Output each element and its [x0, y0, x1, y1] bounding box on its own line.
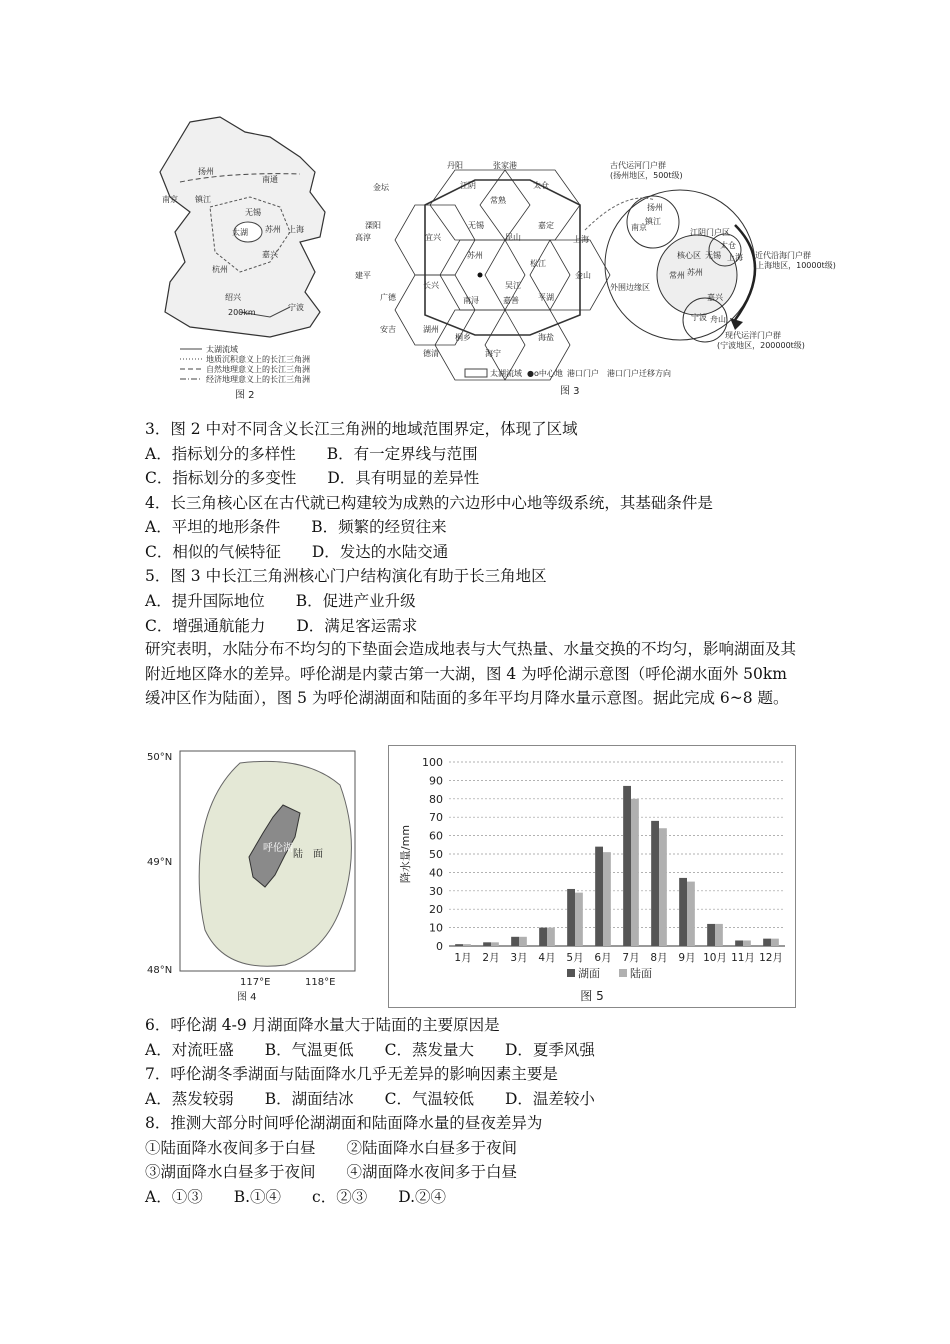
fig3-legend-1: ●o中心地: [527, 369, 563, 378]
q8-options: A．①③ B.①④ c．②③ D.②④: [145, 1188, 446, 1206]
hex-node-14: 松江: [530, 259, 546, 268]
x-tick-label: 1月: [454, 952, 472, 964]
hex-node-15: 长兴: [423, 281, 439, 290]
bar-陆面: [687, 882, 695, 946]
fig2-legend-0: 太湖流域: [206, 345, 238, 354]
q8-statements-12: ①陆面降水夜间多于白昼 ②陆面降水白昼多于夜间: [145, 1139, 518, 1157]
q3-options-ab: A．指标划分的多样性 B．有一定界线与范围: [145, 445, 478, 463]
fig4-lat-49: 49°N: [147, 857, 173, 868]
bar-湖面: [763, 939, 771, 946]
fig4-lon-118: 118°E: [305, 977, 336, 988]
fig2-city-yangzhou: 扬州: [198, 167, 214, 176]
fig3-legend-0: 太湖流域: [490, 369, 522, 378]
x-tick-label: 3月: [510, 952, 528, 964]
bar-陆面: [771, 939, 779, 946]
hex-node-27: 海宁: [485, 349, 501, 358]
bar-陆面: [547, 928, 555, 946]
hex-node-23: 桐乡: [455, 333, 471, 342]
x-tick-label: 12月: [759, 952, 783, 964]
bar-陆面: [603, 852, 611, 946]
bar-湖面: [455, 944, 463, 946]
y-tick-label: 30: [429, 884, 443, 898]
fig3-ann-8: (宁波地区，200000t级): [717, 341, 805, 350]
x-tick-label: 5月: [566, 952, 584, 964]
hex-node-1: 张家港: [493, 161, 517, 170]
bar-湖面: [511, 937, 519, 946]
bar-陆面: [743, 940, 751, 946]
hex-node-8: 嘉定: [538, 221, 554, 230]
intro-paragraph: 研究表明，水陆分布不均匀的下垫面会造成地表与大气热量、水量交换的不均匀，影响湖面及其附近地区降水的差异。呼伦湖是内蒙古第一大湖，图 4 为呼伦湖示意图（呼伦湖水面外 50km 缓冲区作为陆面），图 5 为呼伦湖湖面和陆面的多年平均月降水量示意图。据此完成 6~8 题。: [145, 640, 797, 707]
hex-node-2: 金坛: [373, 183, 389, 192]
y-tick-label: 90: [429, 774, 443, 788]
fig3-ann-12: 常州: [669, 271, 685, 280]
hex-node-5: 太仓: [533, 181, 549, 190]
y-tick-label: 100: [422, 756, 443, 769]
fig2-city-suzhou: 苏州: [265, 225, 281, 234]
bar-陆面: [519, 937, 527, 946]
fig3-legend-2: 港口门户: [567, 369, 599, 378]
fig3-ann-16: 上海: [727, 253, 743, 262]
fig2-city-taihu: 太湖: [232, 228, 248, 237]
fig3-ann-5: 近代沿海门户群: [755, 251, 811, 260]
fig3-caption: 图 3: [560, 386, 580, 397]
fig2-caption: 图 2: [235, 390, 255, 401]
bar-湖面: [483, 942, 491, 946]
q6-options: A．对流旺盛 B．气温更低 C．蒸发量大 D．夏季风强: [145, 1041, 595, 1059]
question-7: 7．呼伦湖冬季湖面与陆面降水几乎无差异的影响因素主要是: [145, 1065, 558, 1083]
x-tick-label: 10月: [703, 952, 727, 964]
fig3-ann-6: (上海地区，10000t级): [753, 261, 836, 270]
question-5: 5．图 3 中长江三角洲核心门户结构演化有助于长三角地区: [145, 567, 547, 585]
bar-陆面: [631, 799, 639, 946]
hex-node-11: 昆山: [505, 233, 521, 242]
figure-2-svg: [150, 112, 355, 402]
hex-node-0: 丹阳: [447, 161, 463, 170]
fig3-ann-10: 镇江: [645, 217, 661, 226]
bar-湖面: [679, 878, 687, 946]
fig2-city-hangzhou: 杭州: [212, 265, 228, 274]
fig3-ann-17: 宁波: [691, 313, 707, 322]
hex-node-17: 金山: [575, 271, 591, 280]
hex-node-26: 德清: [423, 349, 439, 358]
fig3-ann-13: 无锡: [705, 251, 721, 260]
fig4-lat-48: 48°N: [147, 965, 173, 976]
bar-湖面: [567, 889, 575, 946]
bar-陆面: [715, 924, 723, 946]
fig4-caption: 图 4: [237, 992, 257, 1003]
bar-陆面: [491, 942, 499, 946]
x-tick-label: 8月: [650, 952, 668, 964]
y-tick-label: 20: [429, 903, 443, 917]
hex-node-20: 嘉善: [503, 296, 519, 305]
y-tick-label: 50: [429, 848, 443, 861]
fig3-ann-9: 扬州: [647, 203, 663, 212]
fig2-legend-1: 地质沉积意义上的长江三角洲: [206, 355, 310, 364]
hex-node-4: 常熟: [490, 196, 506, 205]
question-4: 4．长三角核心区在古代就已构建较为成熟的六边形中心地等级系统，其基础条件是: [145, 494, 713, 512]
fig3-ann-0: 古代运河门户群: [610, 161, 666, 170]
figure-3-diagram: [355, 160, 836, 400]
fig2-city-shaoxing: 绍兴: [225, 293, 241, 302]
y-tick-label: 40: [429, 866, 443, 880]
bar-陆面: [463, 944, 471, 946]
legend-label: 湖面: [578, 967, 600, 980]
bar-湖面: [651, 821, 659, 946]
question-8: 8．推测大部分时间呼伦湖湖面和陆面降水量的昼夜差异为: [145, 1114, 543, 1132]
hex-node-25: 海盐: [538, 333, 554, 342]
x-tick-label: 7月: [622, 952, 640, 964]
q4-options-cd: C．相似的气候特征 D．发达的水陆交通: [145, 543, 449, 561]
hex-node-7: 无锡: [468, 221, 484, 230]
bar-湖面: [707, 924, 715, 946]
fig2-city-shanghai: 上海: [288, 225, 304, 234]
figure-4-map: [145, 745, 360, 1005]
bar-湖面: [595, 847, 603, 946]
bar-湖面: [539, 928, 547, 946]
x-tick-label: 11月: [731, 952, 755, 964]
fig2-city-zhenjiang: 镇江: [195, 195, 211, 204]
fig4-lon-117: 117°E: [240, 977, 271, 988]
fig3-ann-3: 核心区: [677, 251, 701, 260]
fig3-ann-7: 现代运洋门户群: [725, 331, 781, 340]
x-tick-label: 6月: [594, 952, 612, 964]
y-tick-label: 80: [429, 792, 443, 806]
fig3-legend-3: 港口门户迁移方向: [607, 369, 671, 378]
fig2-legend-3: 经济地理意义上的长江三角洲: [206, 375, 310, 384]
bar-湖面: [623, 786, 631, 946]
hex-node-28: 建平: [355, 271, 371, 280]
y-tick-label: 60: [429, 829, 443, 843]
bar-陆面: [659, 828, 667, 946]
bar-陆面: [575, 893, 583, 946]
fig3-ann-14: 苏州: [687, 268, 703, 277]
y-axis-label: 降水量/mm: [399, 824, 412, 884]
figure-2-map: [150, 112, 355, 402]
legend-swatch-湖面: [567, 969, 575, 977]
legend-swatch-陆面: [619, 969, 627, 977]
fig4-land-label: 陆 面: [293, 849, 323, 860]
q8-statements-34: ③湖面降水白昼多于夜间 ④湖面降水夜间多于白昼: [145, 1163, 518, 1181]
hex-node-19: 南浔: [463, 296, 479, 305]
fig3-ann-11: 南京: [631, 223, 647, 232]
y-tick-label: 0: [436, 940, 443, 953]
y-tick-label: 70: [429, 811, 443, 825]
x-tick-label: 2月: [482, 952, 500, 964]
hex-node-3: 江阴: [460, 181, 476, 190]
q3-options-cd: C．指标划分的多变性 D．具有明显的差异性: [145, 469, 480, 487]
hex-node-12: 上海: [573, 235, 589, 244]
fig2-city-wuxi: 无锡: [245, 208, 261, 217]
q4-options-ab: A．平坦的地形条件 B．频繁的经贸往来: [145, 518, 447, 536]
fig3-ann-15: 太仓: [720, 241, 736, 250]
figure-4-svg: [145, 745, 360, 1005]
fig3-ann-1: (扬州地区，500t级): [610, 171, 683, 180]
legend-label: 陆面: [630, 967, 652, 980]
fig3-ann-4: 外围边缘区: [610, 283, 650, 292]
question-6: 6．呼伦湖 4-9 月湖面降水量大于陆面的主要原因是: [145, 1016, 500, 1034]
x-tick-label: 9月: [678, 952, 696, 964]
fig2-scale: 200km: [228, 308, 256, 317]
figure-5-chart: [388, 745, 796, 1008]
figure-3-svg: [355, 160, 836, 400]
fig2-city-ningbo: 宁波: [288, 303, 304, 312]
fig4-lake-label: 呼伦湖: [263, 843, 293, 854]
q5-options-ab: A．提升国际地位 B．促进产业升级: [145, 592, 416, 610]
hex-node-10: 苏州: [467, 251, 483, 260]
y-tick-label: 10: [429, 921, 443, 935]
fig4-lat-50: 50°N: [147, 752, 173, 763]
fig2-city-nanjing: 南京: [162, 195, 178, 204]
hex-node-9: 宜兴: [425, 233, 441, 242]
hex-node-21: 平湖: [538, 293, 554, 302]
hex-node-22: 湖州: [423, 325, 439, 334]
chart-title: 图 5: [580, 989, 604, 1003]
x-tick-label: 4月: [538, 952, 556, 964]
fig3-ann-2: 江阴门户区: [690, 228, 730, 237]
hex-node-16: 吴江: [505, 281, 521, 290]
fig2-legend-2: 自然地理意义上的长江三角洲: [206, 365, 310, 374]
fig2-city-nantong: 南通: [262, 175, 278, 184]
q5-options-cd: C．增强通航能力 D．满足客运需求: [145, 617, 418, 635]
fig3-ann-19: 嘉兴: [707, 293, 723, 302]
fig2-city-jiaxing: 嘉兴: [262, 250, 278, 259]
bar-湖面: [735, 940, 743, 946]
fig3-ann-18: 舟山: [710, 315, 726, 324]
hex-node-18: 广德: [380, 293, 396, 302]
hex-node-6: 溧阳: [365, 221, 381, 230]
question-3: 3．图 2 中对不同含义长江三角洲的地域范围界定，体现了区域: [145, 420, 578, 438]
hex-node-13: 高淳: [355, 233, 371, 242]
q7-options: A．蒸发较弱 B．湖面结冰 C．气温较低 D．温差较小: [145, 1090, 595, 1108]
hex-node-24: 安吉: [380, 325, 396, 334]
figure-5-svg: [389, 746, 795, 1007]
